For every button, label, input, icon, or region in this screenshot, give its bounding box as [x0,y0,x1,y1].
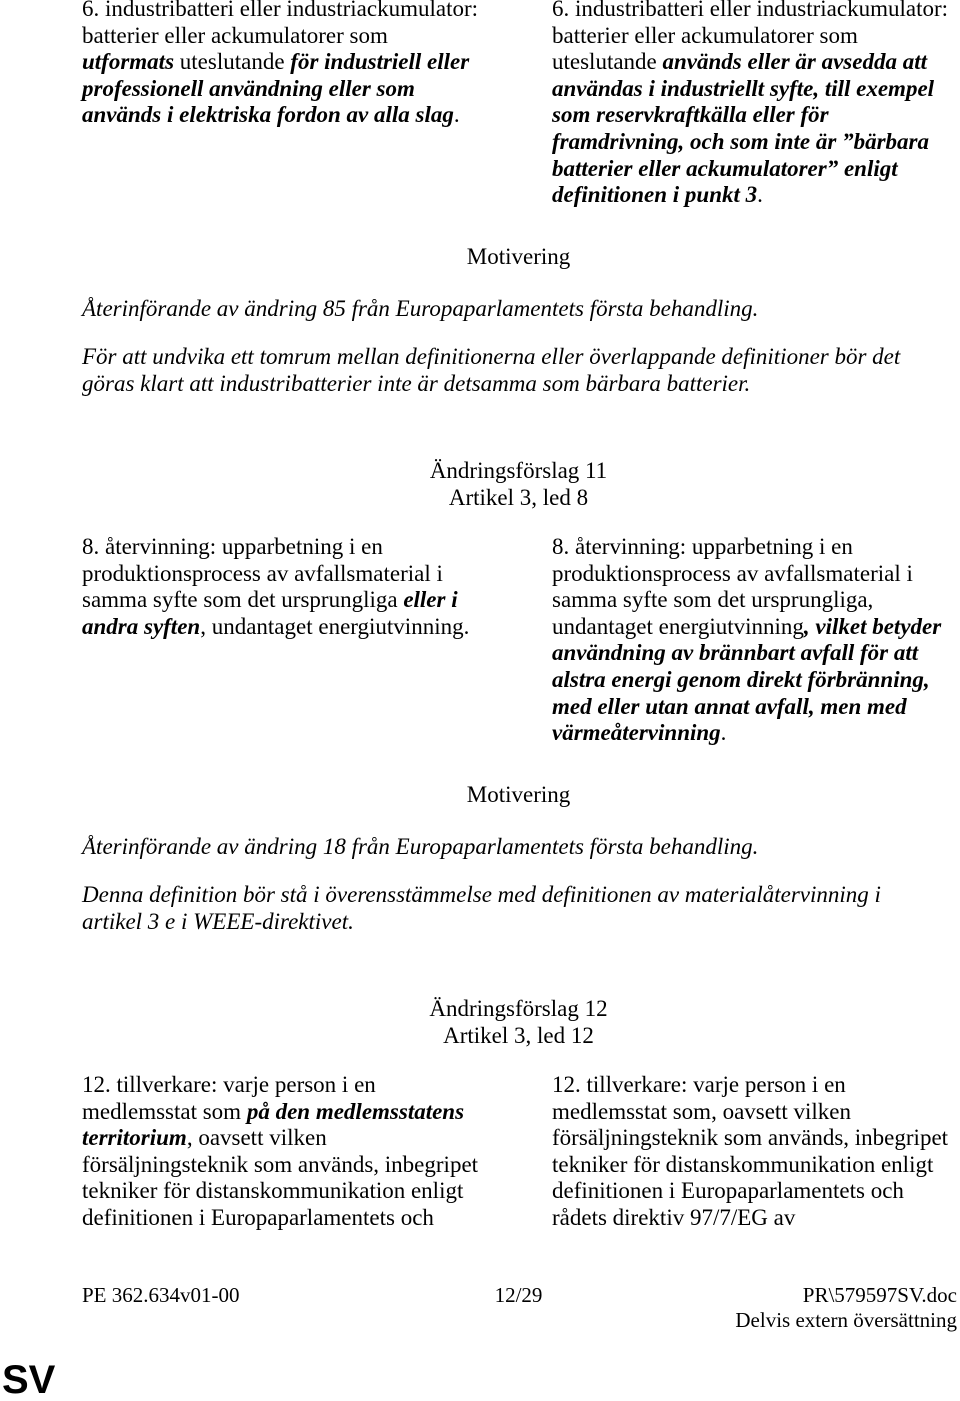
text-segment: tekniker för distanskommunikation enligt [552,1151,934,1177]
text-line [82,23,478,50]
text-segment: tekniker för distanskommunikation enligt [82,1178,464,1204]
inserted-text-segment: används eller är avsedda att [662,49,927,75]
text-line: Återinförande av ändring 18 från Europaparlamentets första behandling. [82,834,759,859]
text-line [552,1178,948,1205]
justification-heading: Motivering [466,244,571,269]
inserted-text-segment: definitionen i punkt 3 [552,182,758,208]
text-segment: samma syfte som det ursprungliga [82,587,404,613]
text-line [552,23,948,50]
deleted-text-segment: territorium [82,1125,187,1151]
text-line [552,102,948,129]
article-reference: Artikel 3, led 12 [443,1022,594,1048]
text-segment: uteslutande [552,49,663,75]
text-line [552,49,948,76]
justification-paragraph [82,344,900,397]
text-segment: rådets direktiv 97/7/EG av [552,1204,796,1230]
text-line [82,534,469,561]
inserted-text-segment: batterier eller ackumulatorer” enligt [552,155,898,181]
amendment-heading [82,996,955,1049]
text-line [82,1099,478,1126]
original-text-column [82,1072,478,1232]
amendment-heading [82,458,955,511]
deleted-text-segment: på den medlemsstatens [246,1098,465,1124]
text-segment: batterier eller ackumulatorer som [552,22,858,48]
text-line [552,1072,948,1099]
text-line [552,1205,948,1232]
text-line: För att undvika ett tomrum mellan definitionerna eller överlappande definitioner bör det [82,344,901,369]
text-line [82,102,478,129]
text-line [552,534,941,561]
text-segment: samma syfte som det ursprungliga, [552,587,874,613]
file-name: PR\579597SV.doc [802,1283,957,1307]
inserted-text-segment: användning av brännbart avfall för att [552,640,919,666]
text-line: göras klart att industribatterier inte är detsamma som bärbara batterier. [82,370,751,396]
text-segment: . [453,102,460,128]
text-line [552,587,941,614]
text-line [552,720,941,747]
translation-note: Delvis extern översättning [735,1308,957,1332]
justification-paragraph [82,834,758,861]
deleted-text-segment: utformats [82,49,175,75]
text-line [552,182,948,209]
text-line [82,561,469,588]
amended-text-column [552,534,941,747]
text-line [552,129,948,156]
text-segment: uteslutande [174,49,291,75]
justification-heading: Motivering [466,782,571,807]
text-line [552,1125,948,1152]
text-segment: medlemsstat som, oavsett vilken [552,1098,851,1124]
amended-text-column [552,1072,948,1232]
inserted-text-segment: värmeåtervinning [552,720,721,746]
text-line [82,1178,478,1205]
text-segment: 12. tillverkare: varje person i en [82,1072,376,1097]
text-line [82,1072,478,1099]
inserted-text-segment: framdrivning, och som inte är ”bärbara [552,128,929,154]
inserted-text-segment: som reservkraftkälla eller för [552,102,829,128]
amendment-number: Ändringsförslag 11 [429,458,608,483]
text-segment: , undantaget energiutvinning. [200,613,470,639]
text-segment: medlemsstat som [82,1098,247,1124]
text-segment: . [757,182,763,208]
text-line: artikel 3 e i WEEE-direktivet. [82,908,354,934]
deleted-text-segment: andra syften [82,613,201,639]
text-segment: , oavsett vilken [186,1125,327,1151]
deleted-text-segment: används i elektriska fordon av alla slag [82,102,454,128]
text-line [82,49,478,76]
text-line [552,1152,948,1179]
document-reference: PE 362.634v01-00 [82,1283,240,1307]
text-line [552,561,941,588]
text-line [552,614,941,641]
article-reference: Artikel 3, led 8 [448,484,589,510]
text-line [552,156,948,183]
text-segment: batterier eller ackumulatorer som [82,22,388,48]
inserted-text-segment: med eller utan annat avfall, men med [552,693,907,719]
text-line [552,76,948,103]
inserted-text-segment: användas i industriellt syfte, till exempel [552,75,935,101]
original-text-column [82,534,469,640]
text-line [82,1152,478,1179]
text-line [552,1099,948,1126]
page-number: 12/29 [494,1283,543,1307]
text-line [82,1125,478,1152]
text-line [552,0,948,23]
text-line [82,614,469,641]
text-segment: . [720,720,727,746]
text-segment: försäljningsteknik som används, inbegripet [552,1125,949,1151]
text-line [82,76,478,103]
justification-paragraph [82,882,881,935]
text-segment: 8. återvinning: upparbetning i en [82,534,383,559]
text-segment: definitionen i Europaparlamentets och [82,1204,434,1230]
deleted-text-segment: professionell användning eller som [82,75,415,101]
text-segment: produktionsprocess av avfallsmaterial i [552,560,913,586]
text-line [82,1205,478,1232]
deleted-text-segment: för industriell eller [290,49,470,75]
text-segment: definitionen i Europaparlamentets och [552,1178,904,1204]
text-line [82,587,469,614]
text-line [552,694,941,721]
original-text-column [82,0,478,129]
text-line [82,0,478,23]
text-segment: undantaget energiutvinning [552,613,804,639]
text-line: Återinförande av ändring 85 från Europaparlamentets första behandling. [82,296,759,321]
deleted-text-segment: eller i [403,587,458,613]
inserted-text-segment: alstra energi genom direkt förbränning, [552,666,930,692]
text-segment: 8. återvinning: upparbetning i en [552,534,853,559]
inserted-text-segment: , vilket betyder [803,613,942,639]
text-line: Denna definition bör stå i överensstämmelse med definitionen av materialåtervinning i [82,882,881,907]
text-line [552,640,941,667]
language-code: SV [2,1358,56,1401]
text-segment: 6. industribatteri eller industriackumulator: [82,0,479,21]
text-segment: 12. tillverkare: varje person i en [552,1072,846,1097]
amendment-number: Ändringsförslag 12 [429,996,608,1021]
text-line [552,667,941,694]
text-segment: 6. industribatteri eller industriackumulator: [552,0,949,21]
text-segment: produktionsprocess av avfallsmaterial i [82,560,443,586]
text-segment: försäljningsteknik som används, inbegripet [82,1151,479,1177]
amended-text-column [552,0,948,209]
justification-paragraph [82,296,758,323]
